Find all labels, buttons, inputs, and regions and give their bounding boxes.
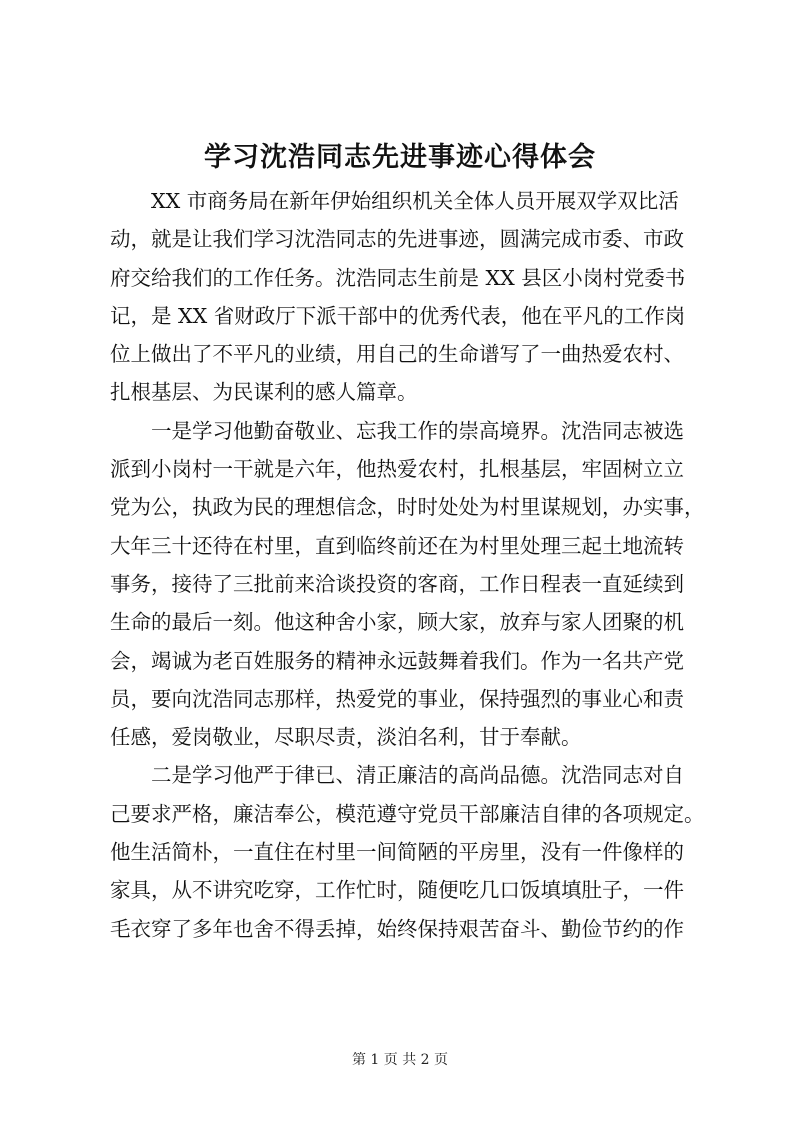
- text-line: 位上做出了不平凡的业绩，用自己的生命谱写了一曲热爱农村、: [110, 342, 684, 367]
- text-line: 生命的最后一刻。他这种舍小家，顾大家，放弃与家人团聚的机: [110, 610, 684, 635]
- text-line: 二是学习他严于律已、清正廉洁的高尚品德。沈浩同志对自: [151, 763, 684, 788]
- text-line: 任感，爱岗敬业，尽职尽责，淡泊名利，甘于奉献。: [110, 725, 582, 750]
- text-line: 毛衣穿了多年也舍不得丢掉，始终保持艰苦奋斗、勤俭节约的作: [110, 916, 684, 941]
- text-line: 记，是 XX 省财政厅下派干部中的优秀代表，他在平凡的工作岗: [110, 303, 686, 328]
- text-line: XX 市商务局在新年伊始组织机关全体人员开展双学双比活: [151, 189, 679, 213]
- text-line: 派到小岗村一干就是六年，他热爱农村，扎根基层，牢固树立立: [110, 457, 684, 482]
- text-line: 他生活简朴，一直住在村里一间简陋的平房里，没有一件像样的: [110, 840, 684, 865]
- text-line: 员，要向沈浩同志那样，热爱党的事业，保持强烈的事业心和责: [110, 686, 684, 711]
- text-line: 家具，从不讲究吃穿，工作忙时，随便吃几口饭填填肚子，一件: [110, 878, 684, 903]
- text-line: 一是学习他勤奋敬业、忘我工作的崇高境界。沈浩同志被选: [151, 418, 684, 443]
- text-line: 扎根基层、为民谋利的感人篇章。: [110, 380, 418, 405]
- text-line: 党为公，执政为民的理想信念，时时处处为村里谋规划，办实事，: [110, 495, 705, 520]
- page-title: 学习沈浩同志先进事迹心得体会: [204, 142, 596, 173]
- text-line: 事务，接待了三批前来洽谈投资的客商，工作日程表一直延续到: [110, 571, 684, 596]
- page-footer: 第 1 页 共 2 页: [351, 1052, 449, 1068]
- text-line: 己要求严格，廉洁奉公，模范遵守党员干部廉洁自律的各项规定。: [110, 801, 705, 826]
- body-text: [110, 182, 710, 948]
- text-line: 府交给我们的工作任务。沈浩同志生前是 XX 县区小岗村党委书: [110, 265, 686, 290]
- text-line: 大年三十还待在村里，直到临终前还在为村里处理三起土地流转: [110, 533, 684, 558]
- text-line: 会，竭诚为老百姓服务的精神永远鼓舞着我们。作为一名共产党: [110, 648, 684, 673]
- text-line: 动，就是让我们学习沈浩同志的先进事迹，圆满完成市委、市政: [110, 227, 684, 252]
